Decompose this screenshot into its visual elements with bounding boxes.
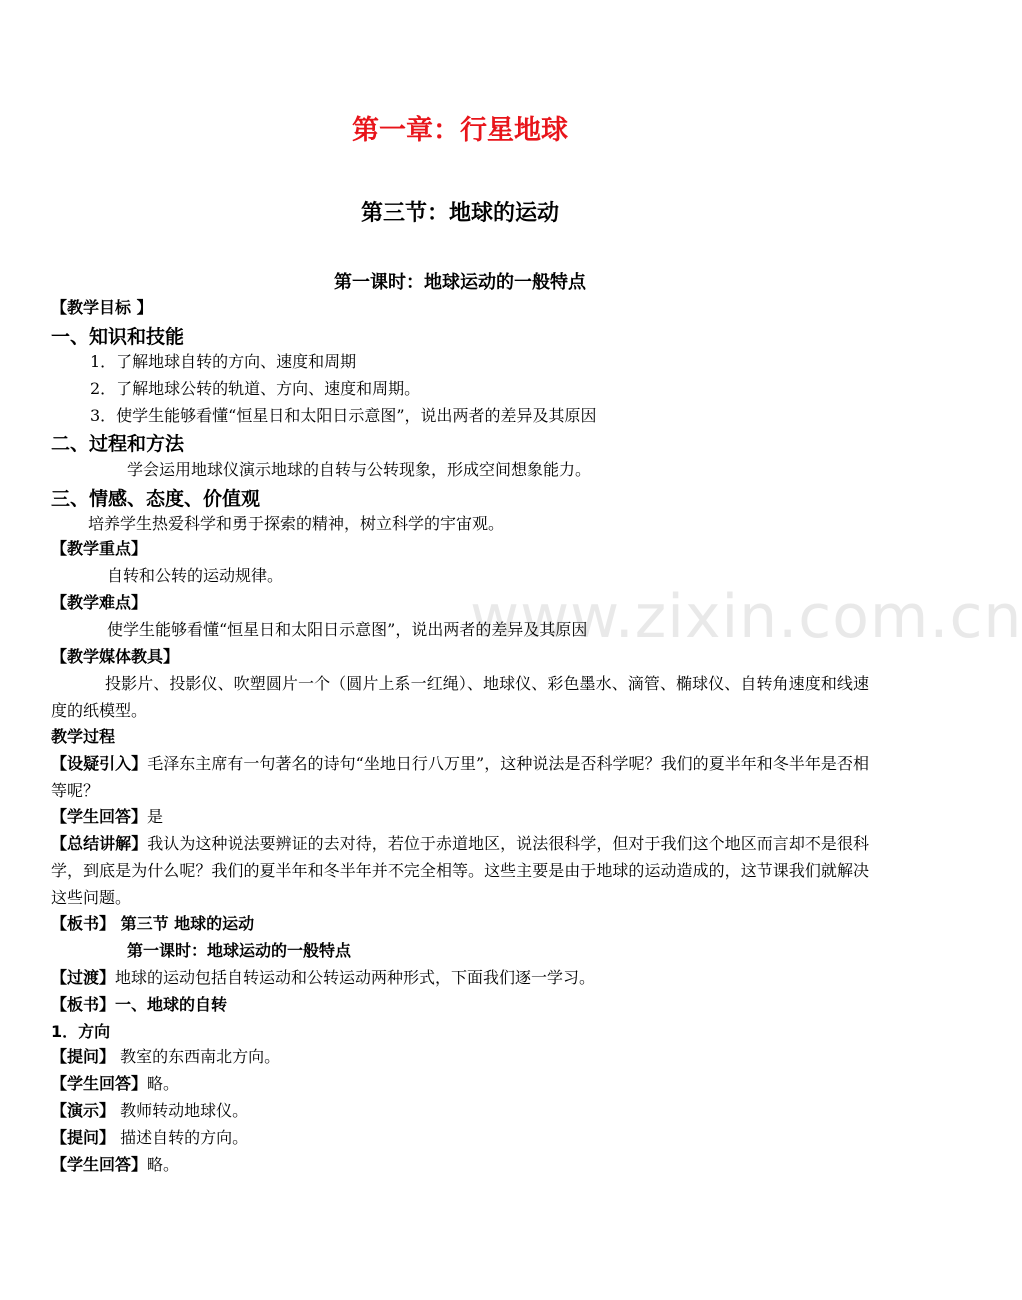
answer2-line <box>51 1074 179 1094</box>
answer1-label: 【学生回答】 <box>51 807 148 826</box>
board1-label: 【板书】 <box>51 914 116 933</box>
answer3-label: 【学生回答】 <box>51 1155 148 1174</box>
board2-text: 一、地球的自转 <box>115 995 228 1014</box>
knowledge-item: 1．了解地球自转的方向、速度和周期 <box>90 352 357 371</box>
transition-line <box>51 968 595 988</box>
board2-line <box>51 995 227 1015</box>
answer2-label: 【学生回答】 <box>51 1074 148 1093</box>
direction-heading: 1．方向 <box>51 1022 111 1041</box>
key-point-text: 自转和公转的运动规律。 <box>107 566 284 585</box>
knowledge-heading: 一、知识和技能 <box>51 326 185 348</box>
process-label: 教学过程 <box>51 727 116 746</box>
section-title: 第三节：地球的运动 <box>360 201 559 226</box>
answer3-line <box>51 1155 179 1175</box>
media-text: 投影片、投影仪、吹塑圆片一个（圆片上系一红绳）、地球仪、彩色墨水、滴管、椭球仪、自转角速度和线速度的纸模型。 <box>51 674 869 720</box>
difficulty-label: 【教学难点】 <box>51 593 148 612</box>
summary-paragraph <box>51 830 869 911</box>
knowledge-item: 2．了解地球公转的轨道、方向、速度和周期。 <box>90 379 421 398</box>
emotion-text: 培养学生热爱科学和勇于探索的精神，树立科学的宇宙观。 <box>88 514 505 533</box>
demo-label: 【演示】 <box>51 1101 116 1120</box>
objectives-label: 【教学目标 】 <box>51 298 153 317</box>
transition-text: 地球的运动包括自转运动和公转运动两种形式，下面我们逐一学习。 <box>115 968 596 987</box>
knowledge-item: 3．使学生能够看懂“恒星日和太阳日示意图”，说出两者的差异及其原因 <box>90 406 597 425</box>
summary-text: 我认为这种说法要辨证的去对待，若位于赤道地区，说法很科学，但对于我们这个地区而言却不是很科学，到底是为什么呢？我们的夏半年和冬半年并不完全相等。这些主要是由于地球的运动造成的，这节课我们就解决这些问题。 <box>51 834 869 907</box>
board1-text: 第三节 地球的运动 <box>115 914 255 933</box>
question2-label: 【提问】 <box>51 1128 116 1147</box>
answer2-text: 略。 <box>147 1074 180 1093</box>
answer1-text: 是 <box>147 807 164 826</box>
lesson-title: 第一课时：地球运动的一般特点 <box>334 272 586 293</box>
key-point-label: 【教学重点】 <box>51 539 148 558</box>
answer1-line <box>51 807 163 827</box>
board2-label: 【板书】 <box>51 995 116 1014</box>
process-method-heading: 二、过程和方法 <box>51 433 185 455</box>
board1-sub: 第一课时：地球运动的一般特点 <box>127 941 352 960</box>
summary-label: 【总结讲解】 <box>51 834 148 853</box>
question2-line <box>51 1128 248 1148</box>
difficulty-text: 使学生能够看懂“恒星日和太阳日示意图”，说出两者的差异及其原因 <box>107 620 588 639</box>
chapter-title: 第一章：行星地球 <box>352 115 568 146</box>
intro-label: 【设疑引入】 <box>51 754 148 773</box>
media-label: 【教学媒体教具】 <box>51 647 180 666</box>
question2-text: 描述自转的方向。 <box>115 1128 249 1147</box>
answer3-text: 略。 <box>147 1155 180 1174</box>
demo-line <box>51 1101 248 1121</box>
process-method-text: 学会运用地球仪演示地球的自转与公转现象，形成空间想象能力。 <box>127 460 592 479</box>
demo-text: 教师转动地球仪。 <box>115 1101 249 1120</box>
intro-paragraph <box>51 750 869 804</box>
board1-line <box>51 914 254 934</box>
question1-line <box>51 1047 280 1067</box>
question1-text: 教室的东西南北方向。 <box>115 1047 281 1066</box>
intro-text: 毛泽东主席有一句著名的诗句“坐地日行八万里”，这种说法是否科学呢？我们的夏半年和冬半年是否相等呢？ <box>51 754 869 800</box>
transition-label: 【过渡】 <box>51 968 116 987</box>
watermark: www.zixin.com.cn <box>470 582 1022 652</box>
emotion-heading: 三、情感、态度、价值观 <box>51 488 261 510</box>
question1-label: 【提问】 <box>51 1047 116 1066</box>
